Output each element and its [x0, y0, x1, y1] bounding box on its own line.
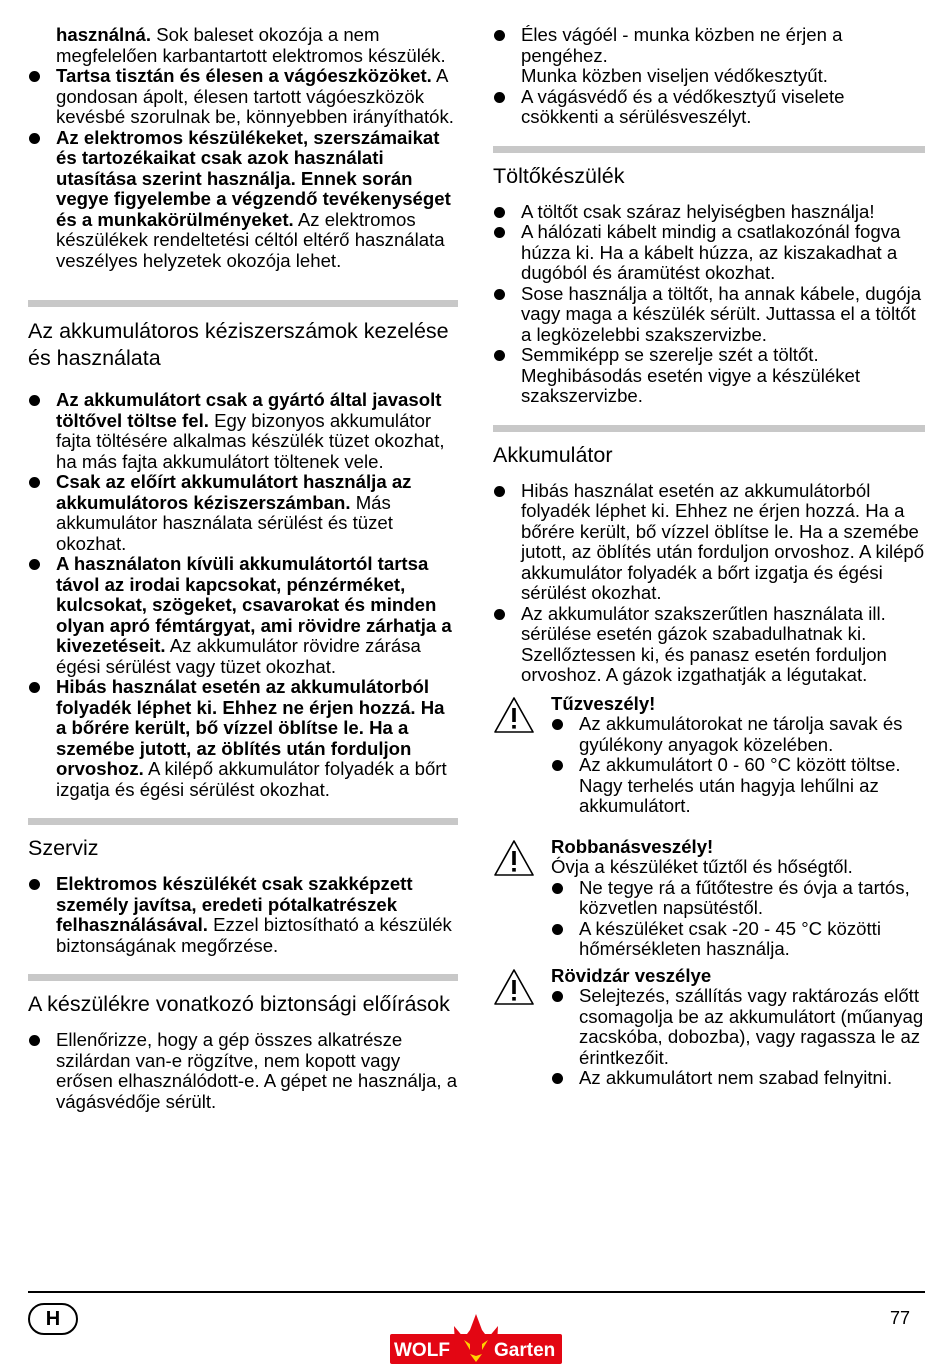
section-divider: [28, 300, 458, 307]
intro-paragraph: használná. Sok baleset okozója a nem megfelelően karbantartott elektromos készülék.: [56, 24, 446, 66]
section-divider: [28, 974, 458, 981]
section-title: Töltőkészülék: [493, 163, 625, 188]
page-number: 77: [890, 1308, 911, 1328]
section-title: Szerviz: [28, 836, 99, 860]
section-title: A készülékre vonatkozó biztonsági előírások: [28, 992, 450, 1016]
list-item: Ellenőrizze, hogy a gép összes alkatrésze szilárdan van-e rögzítve, nem kopott vagy erősen elhasználódott-e. A gépet ne használja, a vágásvédője sérült.: [28, 1030, 458, 1112]
list-item: Sose használja a töltőt, ha annak kábele, dugója vagy maga a készülék sérült. Juttassa el a töltőt a legközelebbi szakszervizbe.: [493, 284, 925, 346]
list-item: Elektromos készülékét csak szakképzett személy javítsa, eredeti pótalkatrészek felhasználásával. Ezzel biztosítható a készülék biztonságának megőrzése.: [28, 874, 458, 956]
list-item: Az elektromos készülékeket, szerszámaikat és tartozékaikat csak azok használati utasítása szerint használja. Ennek során vegye figyelembe a végzendő tevékenységet és a munkakörülményeket. Az elektromos készülékek rendeltetési céltól eltérő használata veszélyes helyzetek okozója lehet.: [28, 128, 458, 272]
list-item: Az akkumulátort nem szabad felnyitni.: [551, 1068, 925, 1089]
list-item: Az akkumulátorokat ne tárolja savak és gyúlékony anyagok közelében.: [551, 714, 925, 755]
warning-triangle-icon: [493, 968, 535, 1006]
language-badge: H: [28, 1303, 78, 1335]
section-title: Akkumulátor: [493, 442, 613, 467]
warning-block: [493, 837, 925, 960]
list-item: Az akkumulátort csak a gyártó által javasolt töltővel töltse fel. Egy bizonyos akkumulátor fajta töltésére alkalmas készülék tüzet okozhat, ha más fajta akkumulátort töltenek vele.: [28, 390, 458, 472]
warning-triangle-icon: [493, 696, 535, 734]
warning-block: [493, 694, 925, 817]
warning-intro: Óvja a készüléket tűztől és hőségtől.: [551, 856, 853, 877]
section-divider: [28, 818, 458, 825]
list-item: Az akkumulátort 0 - 60 °C között töltse. Nagy terhelés után hagyja lehűlni az akkumulátort.: [551, 755, 925, 817]
logo-text-garten: Garten: [494, 1340, 556, 1361]
warning-title: Robbanásveszély!: [551, 835, 714, 857]
footer-divider: [28, 1291, 925, 1293]
wolf-garten-logo: [390, 1310, 562, 1365]
list-item: A hálózati kábelt mindig a csatlakozónál fogva húzza ki. Ha a kábelt húzza, az kiszakadhat a dugóból és áramütést okozhat.: [493, 222, 925, 284]
warning-block: [493, 966, 925, 1089]
warning-title: Rövidzár veszélye: [551, 964, 712, 986]
list-item: A töltőt csak száraz helyiségben használja!: [493, 202, 925, 223]
list-item: Selejtezés, szállítás vagy raktározás előtt csomagolja be az akkumulátort (műanyag zacskóba, dobozba), vagy ragassza le az érintkezőit.: [551, 986, 925, 1068]
left-column: [28, 25, 458, 1112]
list-item: A készüléket csak -20 - 45 °C közötti hőmérsékleten használja.: [551, 919, 925, 960]
section-divider: [493, 146, 925, 153]
warning-title: Tűzveszély!: [551, 692, 656, 714]
list-item: Éles vágóél - munka közben ne érjen a pengéhez. Munka közben viseljen védőkesztyűt.: [493, 25, 925, 87]
list-item: Hibás használat esetén az akkumulátorból folyadék léphet ki. Ehhez ne érjen hozzá. Ha a bőrére került, bő vízzel öblítse le. Ha a szemébe jutott, az öblítés után forduljon orvoshoz. A kilépő akkumulátor folyadék a bőrt izgatja és égési sérülést okozhat.: [28, 677, 458, 800]
list-item: A vágásvédő és a védőkesztyű viselete csökkenti a sérülésveszélyt.: [493, 87, 925, 128]
list-item: Tartsa tisztán és élesen a vágóeszközöket. A gondosan ápolt, élesen tartott vágóeszközök kevésbé szorulnak be, könnyebben irányíthatók.: [28, 66, 458, 128]
logo-text-wolf: WOLF: [394, 1340, 450, 1361]
list-item: Semmiképp se szerelje szét a töltőt. Meghibásodás esetén vigye a készüléket szakszervizbe.: [493, 345, 925, 407]
list-item: Ne tegye rá a fűtőtestre és óvja a tartós, közvetlen napsütéstől.: [551, 878, 925, 919]
section-divider: [493, 425, 925, 432]
right-column: [493, 25, 925, 1089]
list-item: Hibás használat esetén az akkumulátorból folyadék léphet ki. Ehhez ne érjen hozzá. Ha a bőrére került, bő vízzel öblítse le. Ha a szemébe jutott, az öblítés után forduljon orvoshoz. A kilépő akkumulátor folyadék a bőrt izgatja és égési sérülést okozhat.: [493, 481, 925, 604]
list-item: Az akkumulátor szakszerűtlen használata ill. sérülése esetén gázok szabadulhatnak ki. Szellőztessen ki, és panasz esetén forduljon orvoshoz. A gázok izgathatják a légutakat.: [493, 604, 925, 686]
list-item: Csak az előírt akkumulátort használja az akkumulátoros kéziszerszámban. Más akkumulátor használata sérülést és tüzet okozhat.: [28, 472, 458, 554]
list-item: A használaton kívüli akkumulátortól tartsa távol az irodai kapcsokat, pénzérméket, kulcsokat, szögeket, csavarokat és minden olyan apró fémtárgyat, ami rövidre zárhatja a kivezetéseit. Az akkumulátor rövidre zárása égési sérülést vagy tüzet okozhat.: [28, 554, 458, 677]
section-title: Az akkumulátoros kéziszerszámok kezelése és használata: [28, 319, 449, 370]
warning-triangle-icon: [493, 839, 535, 877]
